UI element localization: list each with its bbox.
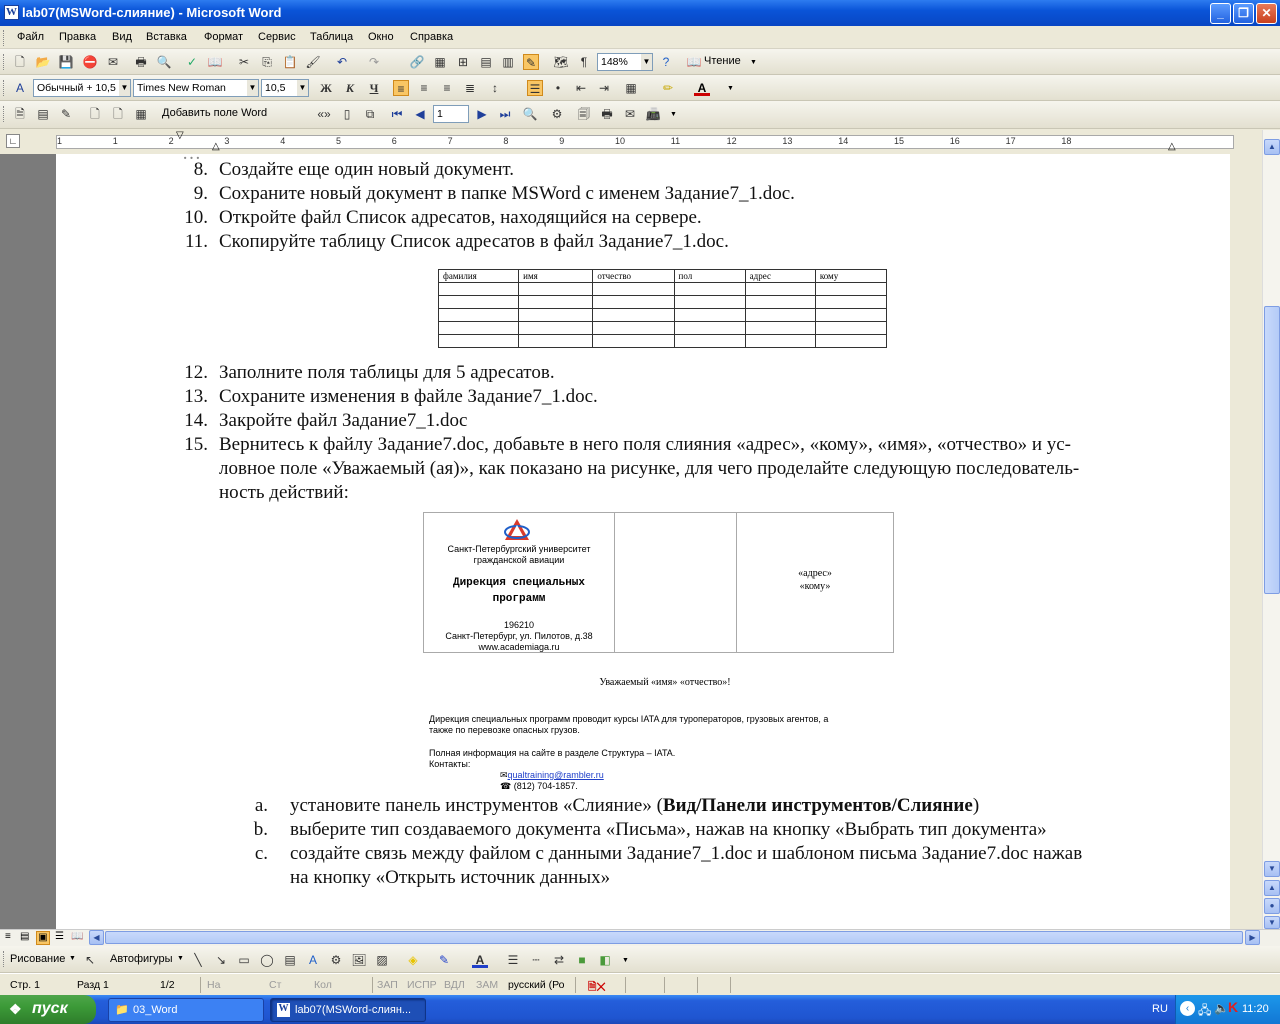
autoshapes-dropdown-icon[interactable]: ▼	[177, 955, 184, 962]
status-divider	[664, 977, 665, 993]
new-document-icon[interactable]: 🗋	[15, 55, 25, 69]
drawing-menu-button[interactable]: Рисование	[10, 953, 66, 965]
item-text: Заполните поля таблицы для 5 адресатов.	[219, 362, 555, 383]
zoom-combo[interactable]	[597, 53, 653, 71]
field-address: «адрес»	[798, 568, 832, 579]
letter-org: Санкт-Петербургский университет	[447, 544, 591, 554]
fill-color-icon[interactable]: ◈	[408, 953, 418, 967]
open-icon[interactable]: 📂	[35, 55, 51, 69]
align-left-icon[interactable]: ≡	[393, 80, 409, 96]
start-button[interactable]	[0, 995, 96, 1024]
ruler-track[interactable]	[56, 135, 1234, 149]
menu-edit[interactable]: Правка	[59, 31, 97, 43]
mail-merge-toolbar	[0, 101, 1280, 129]
match-fields-icon[interactable]: ⧉	[365, 107, 375, 121]
status-ext[interactable]: ВДЛ	[444, 979, 465, 991]
item-text: Сохраните изменения в файле Задание7_1.doc.	[219, 386, 598, 407]
letter-body-1: Дирекция специальных программ проводит курсы IATA для туроператоров, грузовых агентов, а	[429, 714, 829, 724]
font-color-icon[interactable]: A	[694, 80, 710, 96]
status-col: Кол	[314, 979, 332, 991]
status-ovr[interactable]: ЗАМ	[476, 979, 499, 991]
table-header-cell: имя	[519, 270, 593, 283]
item-number: 13.	[184, 386, 208, 407]
permission-icon[interactable]: ⛔	[82, 55, 98, 69]
reading-mode-button[interactable]: Чтение	[704, 55, 741, 67]
ruler-number: 4	[280, 136, 286, 146]
print-preview-icon[interactable]: 🔍	[156, 55, 172, 69]
scroll-up-button[interactable]: ▲	[1264, 139, 1280, 155]
ruler-number: 17	[1005, 136, 1016, 146]
copy-icon[interactable]: ⎘	[262, 55, 272, 69]
word-icon: W	[277, 1003, 290, 1017]
insert-address-block-icon[interactable]: 🗋	[90, 107, 100, 121]
network-icon[interactable]: 🖧	[1198, 1003, 1212, 1017]
ruler-number: 6	[391, 136, 397, 146]
table-row	[439, 296, 887, 309]
align-right-icon[interactable]: ≡	[443, 81, 451, 95]
toolbar-grip[interactable]	[3, 106, 6, 122]
status-divider	[625, 977, 626, 993]
sub-item-letter: a.	[254, 795, 268, 816]
item-number: 11.	[184, 231, 208, 252]
letter-phone-line	[500, 781, 578, 792]
language-indicator[interactable]: RU	[1152, 1003, 1168, 1015]
highlight-icon[interactable]: ✏	[662, 81, 674, 95]
insert-merge-fields-icon[interactable]: ▦	[135, 107, 147, 121]
folder-icon: 📁	[115, 1004, 129, 1016]
line-color-icon[interactable]: ✎	[438, 953, 450, 967]
cut-icon[interactable]: ✂	[238, 55, 250, 69]
item-text: Закройте файл Задание7_1.doc	[219, 410, 468, 431]
clock[interactable]: 11:20	[1242, 1003, 1269, 1015]
ruler-number: 2	[168, 136, 174, 146]
help-icon[interactable]: ?	[662, 55, 670, 69]
recipients-icon[interactable]: ✎	[60, 107, 72, 121]
right-indent-marker[interactable]: △	[1168, 141, 1176, 152]
status-rec[interactable]: ЗАП	[377, 979, 398, 991]
next-page-button[interactable]: ▼	[1264, 916, 1280, 929]
bullets-icon[interactable]: •	[555, 81, 561, 95]
status-section: Разд 1	[77, 979, 109, 991]
arrow-icon[interactable]: ↘	[215, 953, 227, 967]
ruler-number: 16	[949, 136, 960, 146]
line-icon[interactable]: ╲	[194, 953, 202, 967]
item-number: 8.	[193, 159, 208, 180]
menu-table[interactable]: Таблица	[310, 31, 354, 43]
table-header-cell: адрес	[745, 270, 815, 283]
3d-icon[interactable]: ◧	[599, 953, 611, 967]
toolbar-options-icon[interactable]: ▼	[727, 85, 734, 92]
ruler-number: 11	[670, 136, 681, 146]
ruler-number: 7	[447, 136, 453, 146]
toolbar-grip[interactable]	[3, 951, 6, 967]
italic-icon[interactable]: К	[345, 81, 355, 95]
minimize-button[interactable]: _	[1210, 3, 1231, 24]
read-icon[interactable]: 📖	[686, 55, 702, 69]
item-text-line: Вернитесь к файлу Задание7.doc, добавьте в него поля слияния «адрес», «кому», «имя», «отчество» и ус-	[219, 434, 1072, 455]
reading-view-icon[interactable]: 📖	[71, 931, 84, 942]
menu-tools[interactable]: Сервис	[258, 31, 296, 43]
highlight-fields-icon[interactable]: ▯	[343, 107, 351, 121]
next-record-icon[interactable]: ▶	[477, 107, 487, 121]
ruler-number: 15	[894, 136, 905, 146]
tray-collapse-icon[interactable]: ‹	[1180, 1001, 1195, 1016]
item-number: 10.	[184, 207, 208, 228]
taskbar-item-word[interactable]	[270, 998, 426, 1022]
status-pages: 1/2	[160, 979, 175, 991]
status-divider	[200, 977, 201, 993]
letter-zip: 196210	[503, 620, 535, 630]
open-data-source-icon[interactable]: ▤	[37, 107, 49, 121]
ruler-number: 1	[57, 136, 63, 146]
print-layout-icon[interactable]: ▣	[36, 931, 50, 945]
ruler-number: 10	[615, 136, 626, 146]
table-header-cell: отчество	[593, 270, 674, 283]
start-label: пуск	[32, 1000, 68, 1017]
rectangle-icon[interactable]: ▭	[238, 953, 250, 967]
merge-to-new-icon[interactable]: 🗐	[578, 107, 590, 121]
table-row	[439, 335, 887, 348]
dash-style-icon[interactable]: ┄	[532, 953, 540, 967]
sub-item-letter: c.	[254, 843, 268, 864]
letter-address: Санкт-Петербург, ул. Пилотов, д.38	[445, 631, 593, 641]
columns-icon[interactable]: ▥	[502, 55, 514, 69]
close-button[interactable]: ✕	[1256, 3, 1277, 24]
antivirus-icon[interactable]: K	[1228, 999, 1239, 1015]
task-label: lab07(MSWord-слиян...	[295, 1004, 412, 1016]
item-text: Скопируйте таблицу Список адресатов в файл Задание7_1.doc.	[219, 231, 729, 252]
address-list-table	[438, 269, 887, 348]
status-divider	[575, 977, 576, 993]
item-text-line: ловное поле «Уважаемый (ая)», как показано на рисунке, для чего проделайте следующую последователь-	[219, 458, 1080, 479]
table-header-cell: фамилия	[439, 270, 519, 283]
clipart-icon[interactable]: 🖼	[351, 953, 367, 967]
bold-icon[interactable]: Ж	[320, 81, 332, 95]
browse-object-button[interactable]: ●	[1264, 898, 1280, 914]
sub-item-text	[290, 794, 979, 818]
scroll-left-button[interactable]: ◀	[89, 930, 104, 945]
record-number-value: 1	[437, 108, 443, 120]
draw-font-color-icon[interactable]: A	[472, 952, 488, 968]
drawing-dropdown-icon[interactable]: ▼	[69, 955, 76, 962]
status-language[interactable]: русский (Ро	[508, 979, 565, 991]
shadow-icon[interactable]: ■	[578, 953, 586, 967]
menu-window[interactable]: Окно	[368, 31, 394, 43]
show-hide-icon[interactable]: ¶	[580, 55, 588, 69]
left-indent-marker[interactable]: △	[212, 141, 220, 152]
sub-item-text: выберите тип создаваемого документа «Письма», нажав на кнопку «Выбрать тип документа»	[290, 819, 1047, 840]
sub-item-text-part: установите панель инструментов «Слияние» (	[290, 795, 663, 816]
menu-view[interactable]: Вид	[112, 31, 132, 43]
taskbar-item-folder[interactable]	[108, 998, 264, 1022]
standard-toolbar	[0, 49, 1280, 75]
line-style-icon[interactable]: ☰	[507, 953, 519, 967]
status-at: На	[207, 979, 221, 991]
system-tray	[1175, 995, 1280, 1024]
research-icon[interactable]: 📖	[207, 55, 223, 69]
tab-selector-icon[interactable]: ∟	[6, 134, 20, 148]
ruler-number: 8	[503, 136, 509, 146]
borders-icon[interactable]: ▦	[625, 81, 637, 95]
status-divider	[697, 977, 698, 993]
sub-item-text: создайте связь между файлом с данными Задание7_1.doc и шаблоном письма Задание7.doc нажав	[290, 843, 1083, 864]
find-entry-icon[interactable]: 🔍	[522, 107, 538, 121]
university-logo-icon	[501, 516, 533, 542]
record-number-input[interactable]	[433, 105, 469, 123]
style-dropdown-icon[interactable]: ▼	[119, 80, 130, 96]
insert-word-field-button[interactable]: Добавить поле Word	[162, 107, 268, 119]
insert-greeting-icon[interactable]: 🗋	[113, 107, 123, 121]
normal-view-icon[interactable]: ≡	[5, 931, 11, 942]
previous-record-icon[interactable]: ◀	[415, 107, 425, 121]
title-bar	[0, 0, 1280, 26]
letter-email-line	[500, 770, 604, 781]
select-objects-icon[interactable]: ↖	[84, 953, 96, 967]
page-gutter	[0, 154, 56, 929]
web-view-icon[interactable]: ▤	[20, 931, 30, 942]
styles-icon[interactable]: A	[15, 81, 24, 95]
diagram-icon[interactable]: ⚙	[330, 953, 342, 967]
drawing-toolbar	[0, 946, 1280, 973]
table-header-cell: кому	[815, 270, 886, 283]
size-dropdown-icon[interactable]: ▼	[297, 80, 308, 96]
letter-phone: (812) 704-1857.	[513, 781, 578, 791]
status-divider	[730, 977, 731, 993]
toolbar-options-icon[interactable]: ▼	[750, 59, 757, 66]
menu-insert[interactable]: Вставка	[146, 31, 187, 43]
paste-icon[interactable]: 📋	[282, 55, 298, 69]
empty-cell	[614, 512, 737, 653]
ruler-number: 13	[782, 136, 793, 146]
first-line-indent-marker[interactable]: ▽	[176, 130, 184, 141]
undo-icon[interactable]: ↶	[336, 55, 348, 69]
status-trk[interactable]: ИСПР	[407, 979, 437, 991]
tables-borders-icon[interactable]: ▦	[434, 55, 446, 69]
windows-logo-icon: ❖	[9, 1001, 22, 1017]
ruler-number: 9	[559, 136, 565, 146]
field-to: «кому»	[799, 581, 831, 592]
merge-to-email-icon[interactable]: ✉	[624, 107, 636, 121]
zoom-dropdown-icon[interactable]: ▼	[641, 54, 652, 70]
volume-icon[interactable]: 🔈	[1214, 1001, 1229, 1015]
line-spacing-icon[interactable]: ↕	[492, 81, 498, 95]
main-document-setup-icon[interactable]: 🗎	[15, 107, 25, 121]
font-dropdown-icon[interactable]: ▼	[247, 80, 258, 96]
justify-icon[interactable]: ≣	[464, 81, 476, 95]
status-divider	[372, 977, 373, 993]
letter-email: qualtraining@rambler.ru	[507, 770, 604, 780]
zoom-value: 148%	[601, 56, 628, 68]
formatting-toolbar	[0, 75, 1280, 101]
menu-bar	[0, 26, 1280, 49]
menu-path-bold: Вид/Панели инструментов/Слияние	[662, 795, 973, 816]
partial-line-above: …	[182, 143, 201, 164]
menu-help[interactable]: Справка	[410, 31, 454, 43]
print-icon[interactable]: 🖶	[135, 55, 147, 69]
toolbar-options-icon[interactable]: ▼	[622, 957, 629, 964]
item-text: Сохраните новый документ в папке MSWord с именем Задание7_1.doc.	[219, 183, 795, 204]
font-size-combo[interactable]	[261, 79, 309, 97]
save-icon[interactable]: 💾	[58, 55, 74, 69]
ruler-number: 3	[224, 136, 230, 146]
item-text: Откройте файл Список адресатов, находящийся на сервере.	[219, 207, 702, 228]
check-errors-icon[interactable]: ⚙	[551, 107, 563, 121]
window-title: lab07(MSWord-слияние) - Microsoft Word	[22, 5, 282, 20]
sub-item-text: на кнопку «Открыть источник данных»	[290, 867, 611, 888]
letter-contacts: Контакты:	[429, 759, 471, 769]
menu-format[interactable]: Формат	[204, 31, 244, 43]
sub-item-letter: b.	[253, 819, 268, 840]
toolbar-grip[interactable]	[3, 54, 6, 70]
first-record-icon[interactable]: ⏮	[391, 107, 403, 121]
decrease-indent-icon[interactable]: ⇤	[575, 81, 587, 95]
font-size-value: 10,5	[265, 82, 286, 94]
merge-to-fax-icon[interactable]: 📠	[645, 107, 661, 121]
hyperlink-icon[interactable]: 🔗	[409, 55, 425, 69]
autoshapes-button[interactable]: Автофигуры	[110, 953, 173, 965]
increase-indent-icon[interactable]: ⇥	[598, 81, 610, 95]
arrow-style-icon[interactable]: ⇄	[553, 953, 565, 967]
toolbar-grip[interactable]	[3, 80, 6, 96]
item-number: 9.	[193, 183, 208, 204]
merge-to-printer-icon[interactable]: 🖶	[601, 107, 613, 121]
view-merged-data-icon[interactable]: «»	[317, 107, 331, 121]
sub-item-text-part: )	[972, 795, 980, 816]
item-number: 14.	[184, 410, 208, 431]
letter-template-image	[423, 511, 907, 793]
drawing-toggle-icon[interactable]: ✎	[523, 54, 539, 70]
letter-website: www.academiaga.ru	[478, 642, 560, 652]
font-combo[interactable]	[133, 79, 259, 97]
status-bar	[0, 973, 1280, 995]
oval-icon[interactable]: ◯	[260, 953, 274, 967]
wordart-icon[interactable]: A	[308, 953, 317, 967]
menu-grip[interactable]	[3, 30, 6, 46]
redo-icon[interactable]: ↷	[368, 55, 380, 69]
menu-file[interactable]: Файл	[17, 31, 45, 43]
style-combo[interactable]	[33, 79, 131, 97]
toolbar-options-icon[interactable]: ▼	[670, 111, 677, 118]
ruler-number: 1	[112, 136, 118, 146]
ruler-number: 18	[1061, 136, 1072, 146]
scroll-right-button[interactable]: ▶	[1245, 930, 1260, 945]
horizontal-scrollbar[interactable]	[0, 929, 1280, 946]
format-painter-icon[interactable]: 🖌	[305, 55, 321, 69]
picture-icon[interactable]: ▨	[376, 953, 388, 967]
letter-dept: Дирекция специальных	[452, 577, 586, 589]
letter-org2: гражданской авиации	[473, 555, 565, 565]
ruler-number: 5	[336, 136, 342, 146]
phone-icon: ☎	[500, 781, 514, 791]
item-number: 15.	[184, 434, 208, 455]
text-box-icon[interactable]: ▤	[284, 953, 296, 967]
envelope-icon: ✉	[500, 770, 508, 780]
task-label: 03_Word	[133, 1004, 178, 1016]
table-row	[439, 322, 887, 335]
status-page: Стр. 1	[10, 979, 40, 991]
table-row	[439, 309, 887, 322]
word-app-icon[interactable]: W	[6, 6, 17, 18]
horizontal-scroll-thumb[interactable]	[105, 931, 1243, 944]
letter-dept2: программ	[492, 593, 546, 605]
greeting-line: Уважаемый «имя» «отчество»!	[599, 677, 731, 688]
scroll-thumb[interactable]	[1264, 306, 1280, 594]
document-map-icon[interactable]: 🗺	[553, 55, 569, 69]
maximize-button[interactable]: ❐	[1233, 3, 1254, 24]
font-value: Times New Roman	[137, 82, 226, 94]
table-header-row	[439, 270, 887, 283]
insert-excel-icon[interactable]: ▤	[480, 55, 492, 69]
numbering-icon[interactable]: ☰	[527, 80, 543, 96]
last-record-icon[interactable]: ⏭	[499, 107, 511, 121]
insert-table-icon[interactable]: ⊞	[457, 55, 469, 69]
letter-info: Полная информация на сайте в разделе Структура – IATA.	[429, 748, 676, 758]
vertical-scrollbar[interactable]	[1262, 130, 1280, 930]
ruler-number: 14	[838, 136, 849, 146]
outline-view-icon[interactable]: ☰	[55, 931, 64, 942]
style-value: Обычный + 10,5	[37, 82, 116, 94]
table-row	[439, 283, 887, 296]
underline-icon[interactable]: Ч	[369, 81, 379, 95]
previous-page-button[interactable]: ▲	[1264, 880, 1280, 896]
table-header-cell: пол	[674, 270, 745, 283]
scroll-down-button[interactable]: ▼	[1264, 861, 1280, 877]
status-line: Ст	[269, 979, 282, 991]
align-center-icon[interactable]: ≡	[420, 81, 428, 95]
spelling-icon[interactable]: ✓	[186, 55, 198, 69]
email-icon[interactable]: ✉	[107, 55, 119, 69]
item-number: 12.	[184, 362, 208, 383]
ruler-number: 12	[726, 136, 737, 146]
letter-body-2: также по перевозке опасных грузов.	[429, 725, 580, 735]
spelling-status-icon[interactable]: 🗎✕	[588, 981, 606, 993]
taskbar	[0, 995, 1280, 1024]
item-text-line: ность действий:	[219, 482, 349, 503]
item-text: Создайте еще один новый документ.	[219, 159, 514, 180]
